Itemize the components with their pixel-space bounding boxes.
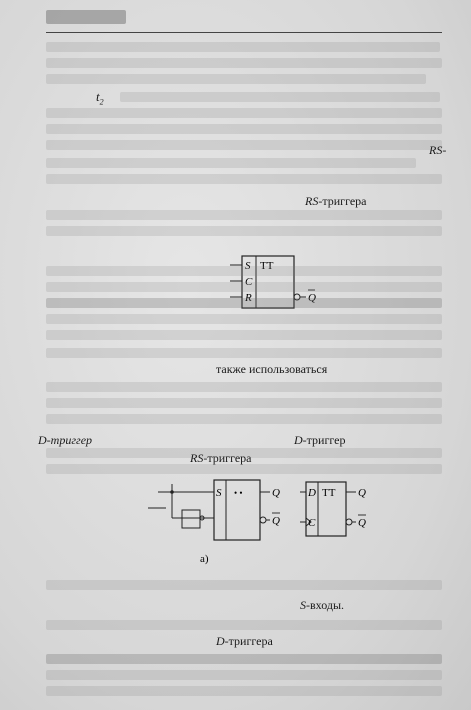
faded-line (120, 92, 440, 102)
d-trigger-italic: D-триггер (38, 433, 93, 447)
label-r: R (245, 292, 252, 304)
faded-line (46, 174, 442, 184)
faded-line (46, 226, 442, 236)
faded-line (46, 266, 442, 276)
d-trigger-genitive-text: D-триггера (216, 634, 273, 648)
faded-line (46, 158, 416, 168)
header-rule (46, 32, 442, 33)
faded-line (46, 670, 442, 680)
label-s: S (245, 260, 251, 272)
label-tt: TT (260, 260, 274, 272)
label-c: C (245, 276, 253, 288)
label-qbar: Q (272, 515, 280, 527)
label-s: S (216, 487, 222, 499)
label-qbar: Q (308, 292, 316, 304)
faded-line (46, 654, 442, 664)
faded-line (46, 58, 442, 68)
also-used-text: также использоваться (216, 362, 328, 376)
label-dots: • • (234, 488, 243, 498)
faded-line (46, 108, 442, 118)
label-q: Q (272, 487, 280, 499)
faded-line (46, 580, 442, 590)
faded-line (46, 74, 426, 84)
faded-line (46, 620, 442, 630)
label-qbar: Q (358, 517, 366, 529)
label-tt: TT (322, 487, 336, 499)
faded-line (46, 314, 442, 324)
faded-line (46, 464, 442, 474)
running-header (46, 10, 126, 24)
faded-line (46, 330, 442, 340)
faded-line (46, 382, 442, 392)
faded-line (46, 398, 442, 408)
d-trigger-text: D-триггер (294, 433, 346, 447)
faded-line (46, 414, 442, 424)
label-d: D (308, 487, 316, 499)
faded-line (46, 124, 442, 134)
faded-line (46, 348, 442, 358)
faded-line (46, 42, 440, 52)
circuit-diagram-a (148, 476, 288, 566)
label-c: C (308, 517, 316, 529)
faded-line (46, 210, 442, 220)
t2-symbol: $t_2$ (96, 89, 104, 107)
faded-line (46, 282, 442, 292)
faded-line (46, 298, 442, 308)
rs-dash-text: RS- (429, 143, 447, 157)
d-trigger-symbol (300, 480, 380, 540)
rs-trigger-caption: RS-триггера (305, 194, 367, 208)
figure-caption-a: а) (200, 553, 209, 565)
label-q: Q (358, 487, 366, 499)
faded-line (46, 140, 442, 150)
faded-line (46, 686, 442, 696)
s-inputs-text: S-входы. (300, 598, 345, 612)
rs-trigger-text: RS-триггера (190, 451, 252, 465)
